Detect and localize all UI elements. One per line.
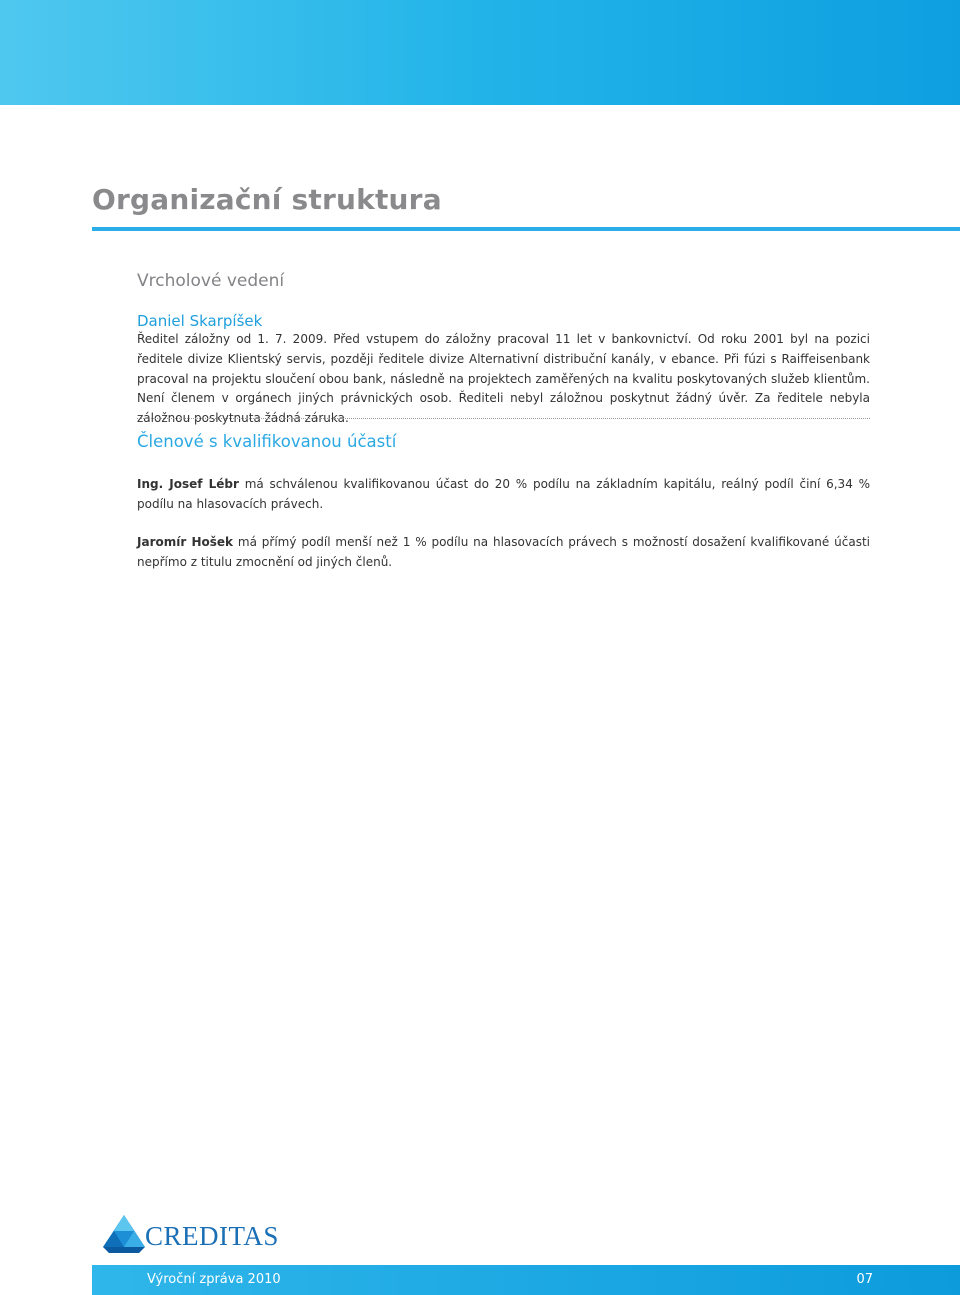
member-name-lebr: Ing. Josef Lébr xyxy=(137,477,239,491)
section-heading-qualified-members: Členové s kvalifikovanou účastí xyxy=(137,432,397,451)
section-divider xyxy=(137,418,870,419)
member-paragraph-hosek xyxy=(137,533,870,573)
creditas-logo-icon xyxy=(101,1213,147,1259)
footer-bar xyxy=(92,1265,960,1295)
top-banner xyxy=(0,0,960,105)
report-label: Výroční zpráva 2010 xyxy=(147,1272,281,1287)
page-number: 07 xyxy=(856,1272,873,1287)
director-bio: Ředitel záložny od 1. 7. 2009. Před vstupem do záložny pracoval 11 let v bankovnictví. Od roku 2001 byl na pozici ředitele divize Klientský servis, později ředitele divize Alternativní distribuční kanály, v ebance. Při fúzi s Raiffeisenbank pracoval na projektu sloučení obou bank, následně na projektech zaměřených na kvalitu poskytovaných služeb klientům. Není členem v orgánech jiných právnických osob. Řediteli nebyl záložnou poskytnut žádný úvěr. Za ředitele nebyla záložnou poskytnuta žádná záruka. xyxy=(137,332,870,426)
title-divider xyxy=(92,227,960,231)
member-paragraph-lebr xyxy=(137,475,870,515)
member-name-hosek: Jaromír Hošek xyxy=(137,535,234,549)
director-name: Daniel Skarpíšek xyxy=(137,312,263,330)
section-heading-top-management: Vrcholové vedení xyxy=(137,271,285,291)
logo-wordmark: CREDITAS xyxy=(145,1221,279,1251)
page-title: Organizační struktura xyxy=(92,183,442,216)
member-text-hosek: má přímý podíl menší než 1 % podílu na hlasovacích právech s možností dosažení kvalifikované účasti nepřímo z titulu zmocnění od jiných členů. xyxy=(137,535,870,569)
member-text-lebr: má schválenou kvalifikovanou účast do 20 % podílu na základním kapitálu, reálný podíl činí 6,34 % podílu na hlasovacích právech. xyxy=(137,477,870,511)
